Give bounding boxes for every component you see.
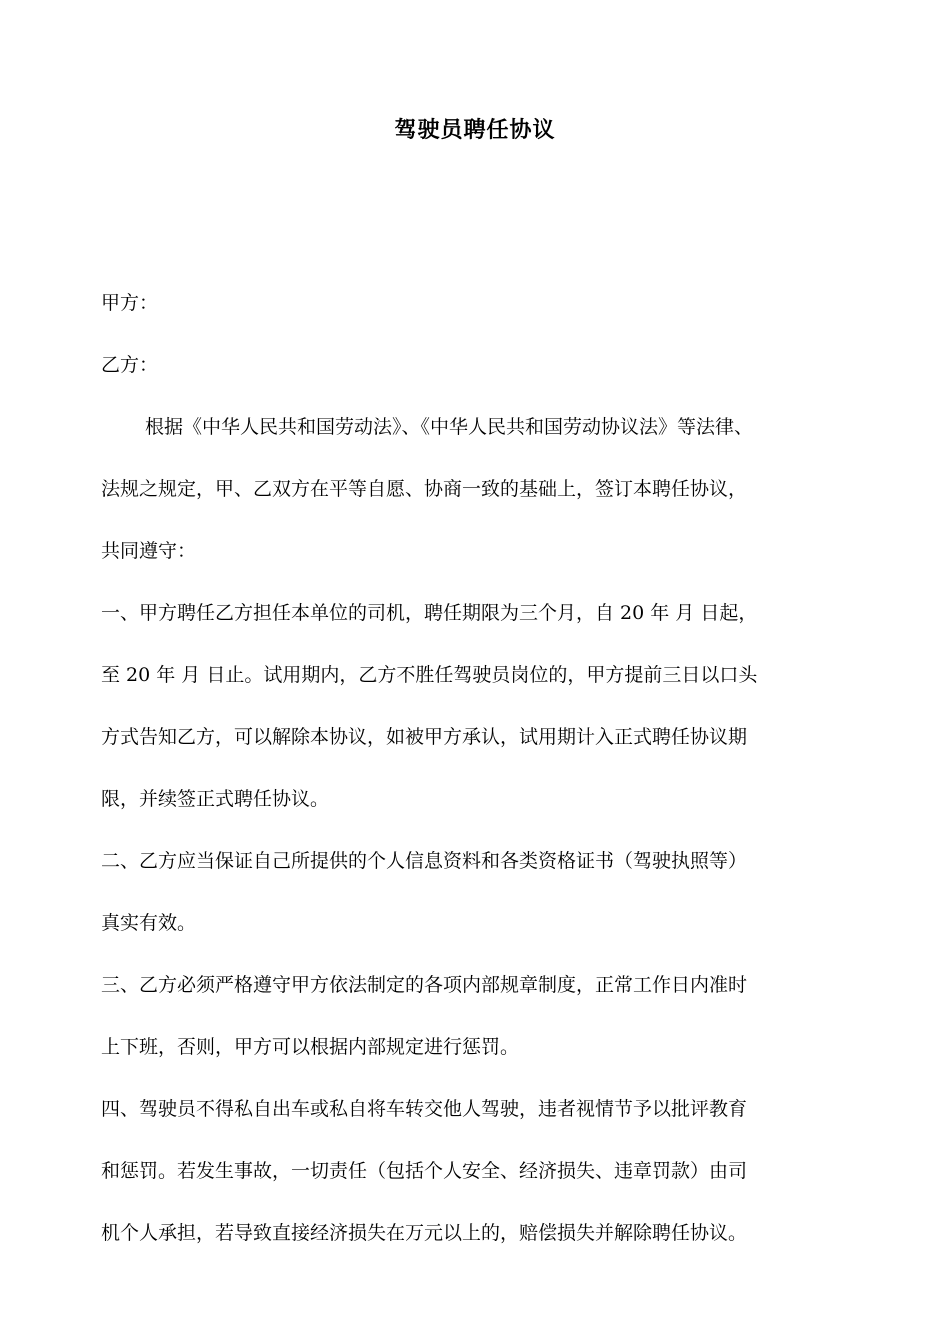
clause-4-paragraph: [101, 1078, 871, 1264]
text-line: 上下班，否则，甲方可以根据内部规定进行惩罚。: [101, 1036, 520, 1058]
text-line: 至 20 年 月 日止。试用期内，乙方不胜任驾驶员岗位的，甲方提前三日以口头: [101, 664, 758, 686]
party-b-label: 乙方：: [101, 354, 159, 376]
clause-1-paragraph: [101, 582, 871, 830]
document-title: 驾驶员聘任协议: [394, 117, 556, 143]
text-line: 四、驾驶员不得私自出车或私自将车转交他人驾驶，违者视情节予以批评教育: [101, 1098, 748, 1120]
text-line: 根据《中华人民共和国劳动法》、《中华人民共和国劳动协议法》等法律、: [145, 416, 754, 438]
party-a-label: 甲方：: [101, 292, 159, 314]
document-body: [101, 272, 871, 1264]
text-line: 和惩罚。若发生事故，一切责任（包括个人安全、经济损失、违章罚款）由司: [101, 1160, 748, 1182]
text-line: 限，并续签正式聘任协议。: [101, 788, 330, 810]
text-line: 法规之规定，甲、乙双方在平等自愿、协商一致的基础上，签订本聘任协议，: [101, 478, 748, 500]
text-line: 真实有效。: [101, 912, 197, 934]
text-line: 二、乙方应当保证自己所提供的个人信息资料和各类资格证书（驾驶执照等）: [101, 850, 748, 872]
text-line: 机个人承担，若导致直接经济损失在万元以上的，赔偿损失并解除聘任协议。: [101, 1222, 748, 1244]
text-line: 三、乙方必须严格遵守甲方依法制定的各项内部规章制度，正常工作日内准时: [101, 974, 748, 996]
preamble-paragraph: [101, 396, 871, 582]
clause-3-paragraph: [101, 954, 871, 1078]
text-line: 一、甲方聘任乙方担任本单位的司机，聘任期限为三个月，自 20 年 月 日起，: [101, 602, 758, 624]
text-line: 方式告知乙方，可以解除本协议，如被甲方承认，试用期计入正式聘任协议期: [101, 726, 748, 748]
text-line: 共同遵守：: [101, 540, 197, 562]
clause-2-paragraph: [101, 830, 871, 954]
